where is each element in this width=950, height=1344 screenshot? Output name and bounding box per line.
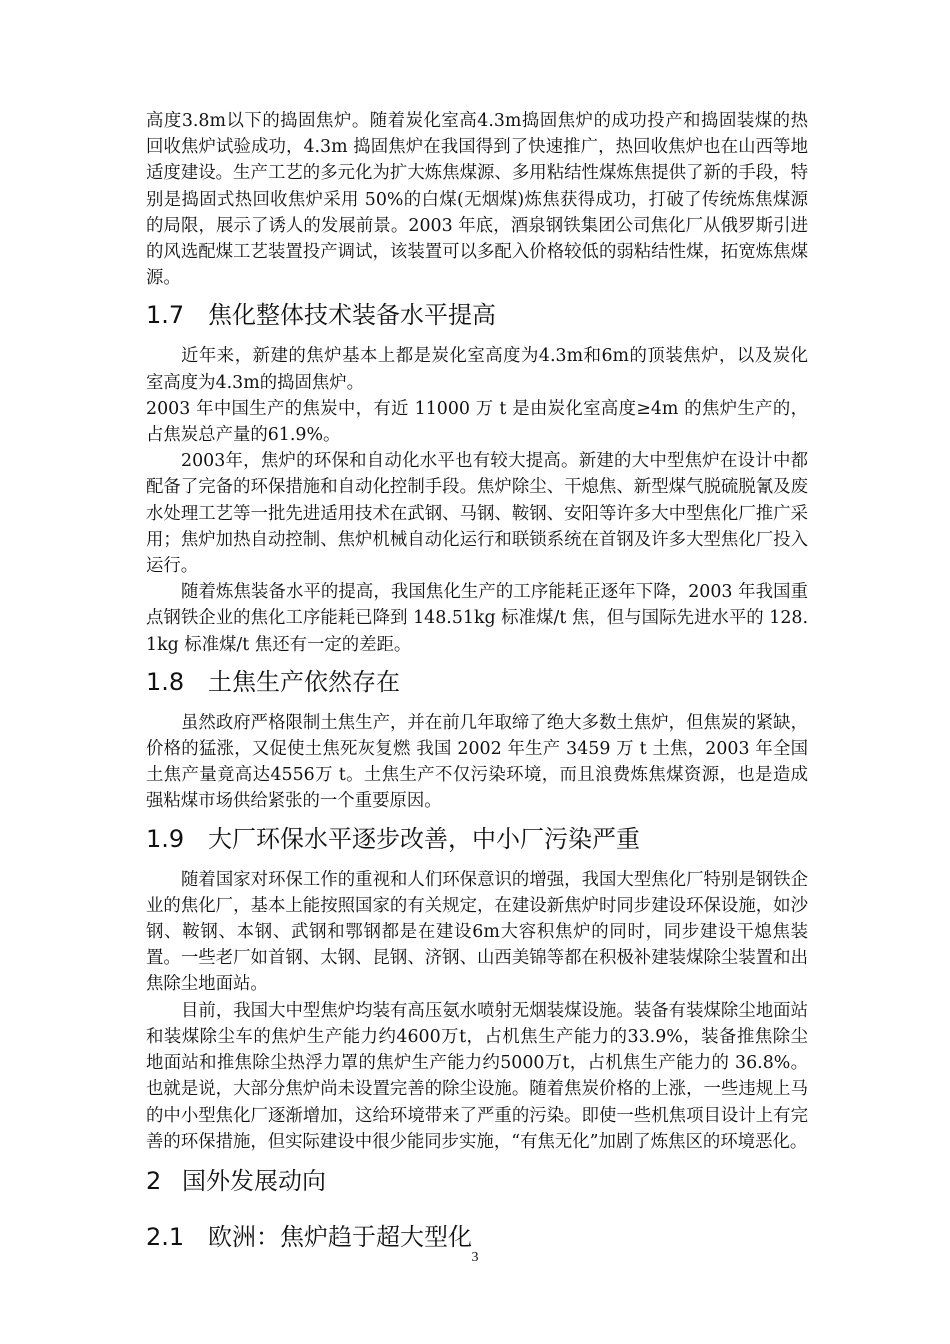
paragraph-large-plants: 随着国家对环保工作的重视和人们环保意识的增强，我国大型焦化厂特别是钢铁企业的焦化厂，基本上能按照国家的有关规定，在建设新焦炉时同步建设环保设施，如沙钢、鞍钢、本钢、武钢和鄂钢都是在建设6m大容积焦炉的同时，同步建设干熄焦装置。一些老厂如首钢、太钢、昆钢、济钢、山西美锦等都在积极补建装煤除尘装置和出焦除尘地面站。 [146,869,808,995]
chapter-heading-2 [146,1163,808,1199]
paragraph-energy-consumption: 随着炼焦装备水平的提高，我国焦化生产的工序能耗正逐年下降，2003 年我国重点钢铁企业的焦化工序能耗已降到 148.51kg 标准煤/t 焦，但与国际先进水平的 128.1kg 标准煤/t 焦还有一定的差距。 [146,582,808,655]
paragraph-local-coke: 虽然政府严格限制土焦生产，并在前几年取缔了绝大多数土焦炉，但焦炭的紧缺，价格的猛涨，又促使土焦死灰复燃 我国 2002 年生产 3459 万 t 土焦，2003 年全国土焦产量竟高达4556万 t。土焦生产不仅污染环境，而且浪费炼焦煤资源，也是造成强粘煤市场供给紧张的一个重要原因。 [146,712,808,812]
paragraph-intro-continued: 高度3.8m以下的捣固焦炉。随着炭化室高4.3m捣固焦炉的成功投产和捣固装煤的热回收焦炉试验成功，4.3m 捣固焦炉在我国得到了快速推广，热回收焦炉也在山西等地适度建设。生产工艺的多元化为扩大炼焦煤源、多用粘结性煤炼焦提供了新的手段，特别是捣固式热回收焦炉采用 50%的白煤(无烟煤)炼焦获得成功，打破了传统炼焦煤源的局限，展示了诱人的发展前景。2003 年底，酒泉钢铁集团公司焦化厂从俄罗斯引进的风选配煤工艺装置投产调试，该装置可以多配入价格较低的弱粘结性煤，拓宽炼焦煤源。 [146,111,808,289]
section-title: 大厂环保水平逐步改善，中小厂污染严重 [208,824,640,853]
page-number: 3 [471,1250,479,1265]
section-title: 欧洲：焦炉趋于超大型化 [208,1222,472,1251]
chapter-number: 2 [146,1166,162,1195]
section-heading-1-9 [146,821,808,857]
paragraph-dust-removal: 目前，我国大中型焦炉均装有高压氨水喷射无烟装煤设施。装备有装煤除尘地面站和装煤除尘车的焦炉生产能力约4600万t，占机焦生产能力的33.9%，装备推焦除尘地面站和推焦除尘热浮力罩的焦炉生产能力约5000万t，占机焦生产能力的 36.8%。也就是说，大部分焦炉尚未设置完善的除尘设施。随着焦炭价格的上涨，一些违规上马的中小型焦化厂逐渐增加，这给环境带来了严重的污染。即使一些机焦项目设计上有完善的环保措施，但实际建设中很少能同步实施，“有焦无化”加剧了炼焦区的环境恶化。 [146,1000,808,1152]
section-title: 焦化整体技术装备水平提高 [208,301,496,330]
paragraph-2003-production: 2003 年中国生产的焦炭中，有近 11000 万 t 是由炭化室高度≥4m 的焦炉生产的，占焦炭总产量的61.9%。 [146,398,808,446]
section-heading-1-8 [146,664,808,700]
section-title: 土焦生产依然存在 [208,667,400,696]
section-number: 1.9 [146,824,185,853]
document-body [146,108,808,1265]
section-number: 2.1 [146,1222,185,1251]
paragraph-new-ovens: 近年来，新建的焦炉基本上都是炭化室高度为4.3m和6m的顶装焦炉，以及炭化室高度为4.3m的捣固焦炉。 [146,346,808,393]
paragraph-environmental-automation: 2003年，焦炉的环保和自动化水平也有较大提高。新建的大中型焦炉在设计中都配备了完备的环保措施和自动化控制手段。焦炉除尘、干熄焦、新型煤气脱硫脱氰及废水处理工艺等一批先进适用技术在武钢、马钢、鞍钢、安阳等许多大中型焦化厂推广采用；焦炉加热自动控制、焦炉机械自动化运行和联锁系统在首钢及许多大型焦化厂投入运行。 [146,451,808,577]
section-number: 1.7 [146,301,185,330]
chapter-title: 国外发展动向 [182,1166,326,1195]
section-heading-1-7 [146,297,808,333]
section-number: 1.8 [146,667,185,696]
